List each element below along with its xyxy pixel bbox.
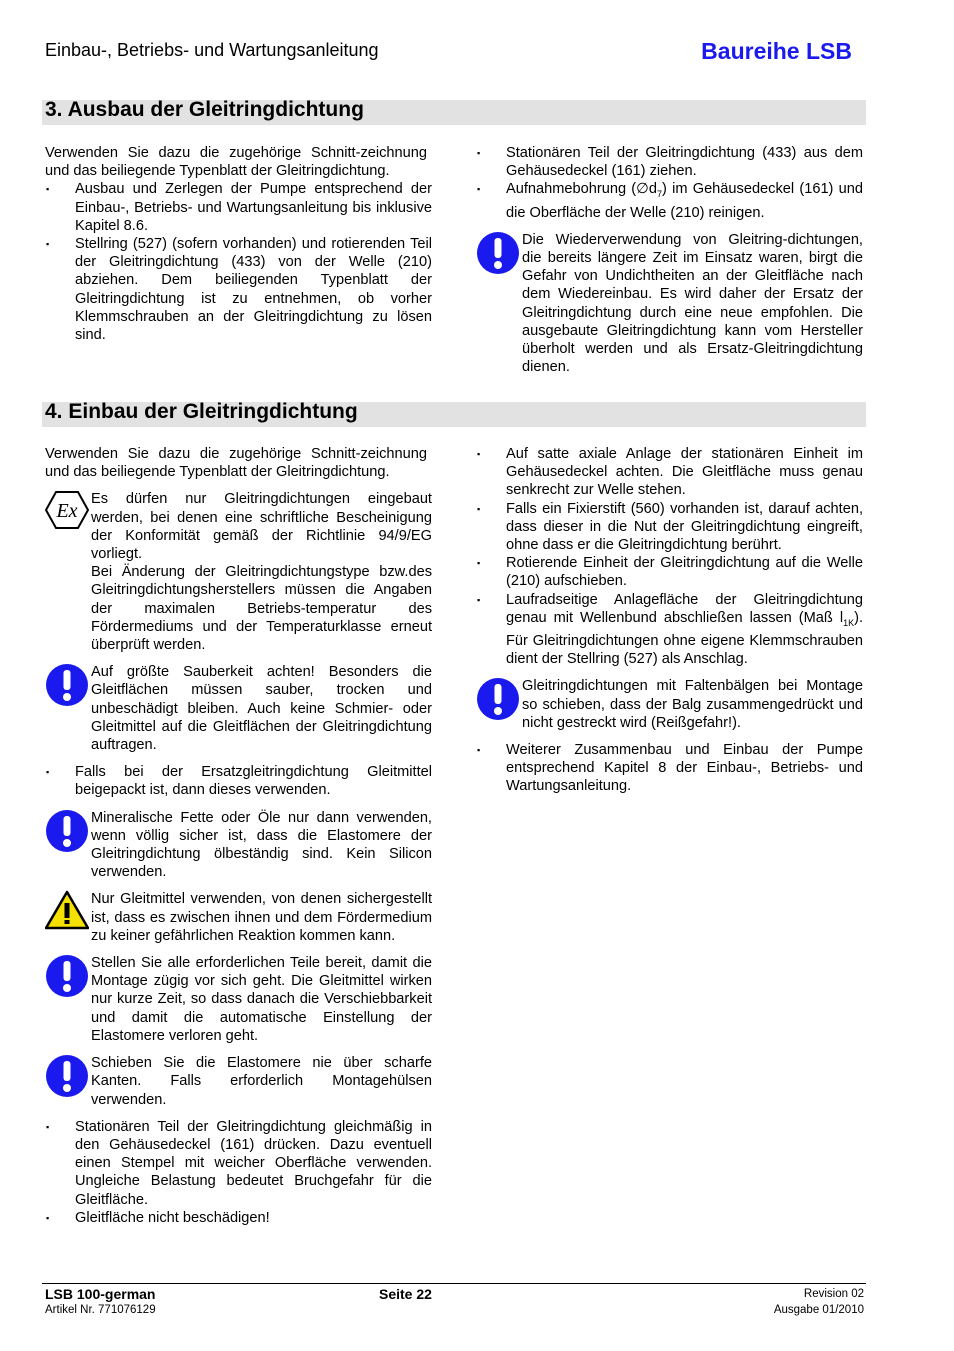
- list-item-text: Stationären Teil der Gleitringdichtung (433) aus dem Gehäusedeckel (161) ziehen.: [506, 145, 863, 180]
- list-item: [476, 180, 863, 221]
- warning-note: [45, 890, 432, 945]
- section-4-intro: Verwenden Sie dazu die zugehörige Schnitt-zeichnung und das beiliegende Typenblatt der Gleitringdichtung.: [45, 446, 427, 481]
- footer-revision: Revision 02: [803, 1288, 864, 1300]
- note-text: Stellen Sie alle erforderlichen Teile bereit, damit die Montage zügig vor sich geht. Die Gleitmittel wirken nur kurze Zeit, so dass danach die Verschiebbarkeit und damit die automatische Einstellung der Elastomere verloren geht.: [91, 955, 432, 1044]
- list-item-text: Stellring (527) (sofern vorhanden) und rotierenden Teil der Gleitringdichtung (433) von der Welle (210) abziehen. Dem beiliegenden Typenblatt der Gleitringdichtung ist zu entnehmen, ob vorher Klemmschrauben an der Gleitringdichtung zu lösen sind.: [75, 236, 432, 344]
- atex-ex-icon: [45, 490, 91, 654]
- footer-doc-id: LSB 100-german: [45, 1286, 156, 1302]
- list-item: [476, 554, 863, 590]
- section-3-intro: Verwenden Sie dazu die zugehörige Schnitt-zeichnung und das beiliegende Typenblatt der Gleitringdichtung.: [45, 145, 427, 180]
- bullet-marker: ▪: [477, 594, 481, 605]
- section-4-heading-bar: [42, 402, 866, 427]
- info-note: [476, 677, 863, 732]
- exclamation-info-icon: [45, 954, 91, 1045]
- footer-page-number: Seite 22: [379, 1286, 432, 1302]
- bullet-marker: ▪: [477, 503, 481, 514]
- bullet-marker: ▪: [477, 558, 481, 569]
- exclamation-info-icon: [476, 231, 522, 377]
- bullet-marker: ▪: [46, 1121, 50, 1132]
- ex-note: [45, 490, 432, 654]
- note-text: Schieben Sie die Elastomere nie über scharfe Kanten. Falls erforderlich Montagehülsen verwenden.: [91, 1055, 432, 1108]
- section-3-right-column: [476, 144, 863, 376]
- bullet-marker: ▪: [477, 184, 481, 195]
- footer-edition: Ausgabe 01/2010: [773, 1304, 864, 1316]
- list-item-text: Falls ein Fixierstift (560) vorhanden ist, darauf achten, dass dieser in die Nut der Gleitringdichtung eingreift, ohne dass er die Gleitringdichtung berührt.: [506, 500, 863, 554]
- section-3-heading-bar: [42, 100, 866, 125]
- section-4-title: 4. Einbau der Gleitringdichtung: [45, 400, 358, 423]
- series-title: Baureihe LSB: [701, 38, 852, 64]
- bullet-marker: ▪: [477, 148, 481, 158]
- note-text: Gleitringdichtungen mit Faltenbälgen bei Montage so schieben, dass der Balg zusammengedrückt und nicht gestreckt wird (Reißgefahr!).: [522, 678, 863, 731]
- exclamation-info-icon: [45, 663, 91, 754]
- warning-triangle-icon: [45, 890, 91, 945]
- footer-divider: [42, 1283, 866, 1284]
- section-3-title: 3. Ausbau der Gleitringdichtung: [45, 98, 364, 121]
- info-note: [45, 663, 432, 754]
- exclamation-info-icon: [476, 677, 522, 732]
- section-4-right-column: [476, 445, 863, 796]
- bullet-marker: ▪: [46, 184, 50, 195]
- exclamation-info-icon: [45, 1054, 91, 1109]
- bullet-marker: ▪: [477, 449, 481, 459]
- bullet-marker: ▪: [477, 744, 481, 755]
- list-item: [45, 1118, 432, 1209]
- info-note: [45, 1054, 432, 1109]
- info-note: [45, 954, 432, 1045]
- exclamation-info-icon: [45, 809, 91, 882]
- document-title: Einbau-, Betriebs- und Wartungsanleitung: [45, 40, 379, 60]
- list-item-text: Gleitfläche nicht beschädigen!: [75, 1209, 270, 1226]
- list-item: [45, 1209, 432, 1227]
- list-item: [45, 235, 432, 344]
- note-text: Nur Gleitmittel verwenden, von denen sichergestellt ist, dass es zwischen ihnen und dem Fördermedium zu keiner gefährlichen Reaktion kommen kann.: [91, 891, 432, 944]
- list-item: [476, 741, 863, 796]
- section-3-left-column: [45, 144, 432, 344]
- list-item: [476, 591, 863, 669]
- footer-article-number: Artikel Nr. 771076129: [45, 1304, 156, 1316]
- list-item-text: Aufnahmebohrung $(\emptyset d_7)$ im Gehäusedeckel (161) und die Oberfläche der Welle (210) reinigen.: [506, 181, 863, 221]
- bullet-marker: ▪: [46, 767, 50, 778]
- svg-text:Ex: Ex: [56, 500, 78, 523]
- note-text: Bei Änderung der Gleitringdichtungstype bzw.des Gleitringdichtungsherstellers müssen die Angaben der maximalen Betriebs-temperatur des Fördermediums und der Temperaturklasse erneut überprüft werden.: [91, 564, 432, 654]
- list-item-text: Rotierende Einheit der Gleitringdichtung auf die Welle (210) aufschieben.: [506, 555, 863, 590]
- list-item-text: Falls bei der Ersatzgleitringdichtung Gleitmittel beigepackt ist, dann dieses verwenden.: [75, 764, 432, 799]
- list-item: [45, 763, 432, 799]
- list-item-text: Weiterer Zusammenbau und Einbau der Pumpe entsprechend Kapitel 8 der Einbau-, Betriebs- und Wartungsanleitung.: [506, 741, 863, 795]
- list-item-text: Auf satte axiale Anlage der stationären Einheit im Gehäusedeckel achten. Die Gleitfläche muss genau senkrecht zur Welle stehen.: [506, 446, 863, 499]
- list-item: [476, 144, 863, 180]
- note-text: Auf größte Sauberkeit achten! Besonders die Gleitflächen müssen sauber, trocken und unbeschädigt bleiben. Auch keine Schmier- oder Gleitmittel auf die Gleitflächen der Gleitringdichtung auftragen.: [91, 664, 432, 754]
- bullet-marker: ▪: [46, 239, 50, 250]
- list-item: [476, 445, 863, 500]
- list-item-text: Ausbau und Zerlegen der Pumpe entsprechend der Einbau-, Betriebs- und Wartungsanleitung bis inklusive Kapitel 8.6.: [75, 181, 432, 234]
- note-text: Die Wiederverwendung von Gleitring-dichtungen, die bereits längere Zeit im Einsatz waren, birgt die Gefahr von Undichtheiten an der Gleitfläche nach dem Wiedereinbau. Es wird daher der Ersatz der Gleitringdichtung durch eine neue empfohlen. Die ausgebaute Gleitringdichtung kann vom Hersteller überholt werden und als Ersatz-Gleitringdichtung dienen.: [522, 231, 863, 376]
- info-note: [476, 231, 863, 377]
- list-item-text: Stationären Teil der Gleitringdichtung gleichmäßig in den Gehäusedeckel (161) drücken. Dazu eventuell einen Stempel mit weicher Oberfläche verwenden. Ungleiche Belastung bedeutet Bruchgefahr für die Gleitfläche.: [75, 1118, 432, 1208]
- list-item-text: Laufradseitige Anlagefläche der Gleitringdichtung genau mit Wellenbund abschließen lassen (Maß $l_{1K}$). Für Gleitringdichtungen ohne eigene Klemmschrauben dient der Stellring (527) als Anschlag.: [506, 591, 863, 668]
- note-text: Es dürfen nur Gleitringdichtungen eingebaut werden, bei denen eine schriftliche Bescheinigung der Konformität gemäß der Richtlinie 94/9/EG vorliegt.: [91, 491, 432, 563]
- info-note: [45, 809, 432, 882]
- bullet-marker: ▪: [46, 1212, 50, 1223]
- section-4-left-column: [45, 445, 432, 1227]
- list-item: [476, 500, 863, 555]
- list-item: [45, 180, 432, 235]
- note-text: Mineralische Fette oder Öle nur dann verwenden, wenn völlig sicher ist, dass die Elastomere der Gleitringdichtung ölbeständig sind. Kein Silicon verwenden.: [91, 809, 432, 881]
